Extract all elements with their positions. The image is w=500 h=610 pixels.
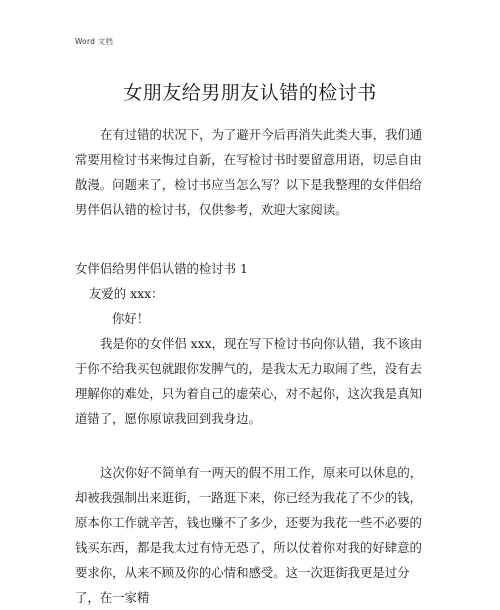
salutation: 友爱的 xxx： [89,286,164,301]
document-title: 女朋友给男朋友认错的检讨书 [123,82,377,104]
greeting: 你好！ [112,311,150,326]
body-paragraph-1: 我是你的女伴侣 xxx，现在写下检讨书向你认错，我不该由于你不给我买包就跟你发脾气的，是我太无力取闹了些，没有去理解你的难处，只为着自己的虚荣心，对不起你，这次我是真知道错了，愿你原谅我回到我身边。 [75,336,423,426]
intro-paragraph: 在有过错的状况下，为了避开今后再消失此类大事，我们通常要用检讨书来悔过自新，在写检讨书时要留意用语，切忌自由散漫。问题来了，检讨书应当怎么写？以下是我整理的女伴侣给男伴侣认错的检讨书，仅供参考，欢迎大家阅读。 [75,127,423,217]
document-header-label: Word 文档 [75,37,114,46]
body-paragraph-2: 这次你好不简单有一两天的假不用工作，原来可以休息的，却被我强制出来逛街，一路逛下来，你已经为我花了不少的钱，原本你工作就辛苦，钱也赚不了多少，还要为我花一些不必要的钱买东西，都是我太过有恃无恐了，所以仗着你对我的好肆意的要求你，从来不顾及你的心情和感受。这一次逛街我更是过分了，在一家精 [75,465,423,605]
section-heading: 女伴侣给男伴侣认错的检讨书 1 [75,261,248,276]
